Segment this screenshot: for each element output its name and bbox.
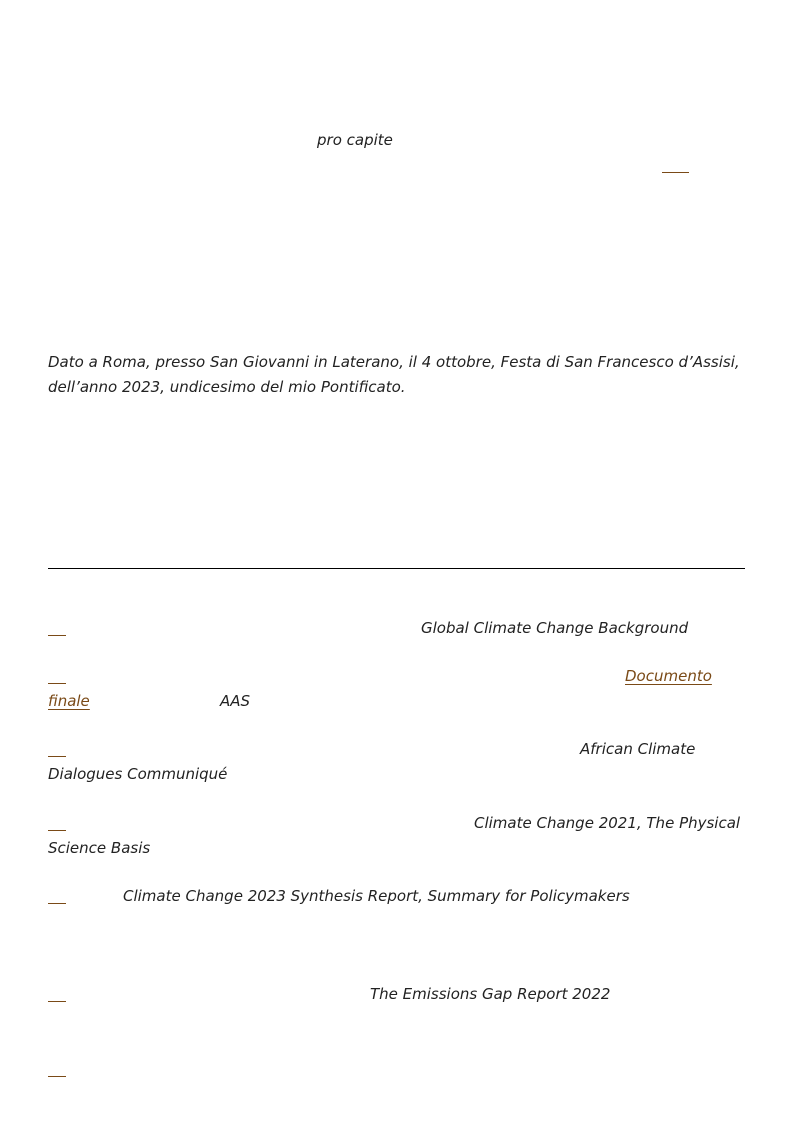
closing-line-1: Dato a Roma, presso San Giovanni in Laterano, il 4 ottobre, Festa di San Francesco d’Assisi,	[48, 353, 740, 371]
footnote-2-document-link-cont[interactable]: finale	[48, 692, 90, 710]
closing-line-2: dell’anno 2023, undicesimo del mio Pontificato.	[48, 378, 406, 396]
footnote-6-title: The Emissions Gap Report 2022	[370, 985, 611, 1003]
footnote-3-title-line-2: Dialogues Communiqué	[48, 765, 228, 783]
footnote-3-title-line-1: African Climate	[580, 740, 696, 758]
footnote-4-title-line-1: Climate Change 2021, The Physical	[474, 814, 741, 832]
footnote-5-title: Climate Change 2023 Synthesis Report, Summary for Policymakers	[123, 887, 630, 905]
footnote-2-abbrev: AAS	[220, 692, 251, 710]
footnote-4-backlink[interactable]	[48, 830, 66, 831]
footnote-5-backlink[interactable]	[48, 903, 66, 904]
pro-capite-text: pro capite	[317, 131, 393, 149]
footnote-1-backlink[interactable]	[48, 635, 66, 636]
footnote-6-backlink[interactable]	[48, 1001, 66, 1002]
footnote-4-title-line-2: Science Basis	[48, 839, 151, 857]
footnote-1-title: Global Climate Change Background	[421, 619, 689, 637]
footnote-2-backlink[interactable]	[48, 683, 66, 684]
footnote-reference-link[interactable]	[662, 172, 689, 173]
footnote-3-backlink[interactable]	[48, 756, 66, 757]
footnote-separator	[48, 568, 745, 569]
footnote-2-document-link[interactable]: Documento	[625, 667, 712, 685]
footnote-7-backlink[interactable]	[48, 1076, 66, 1077]
